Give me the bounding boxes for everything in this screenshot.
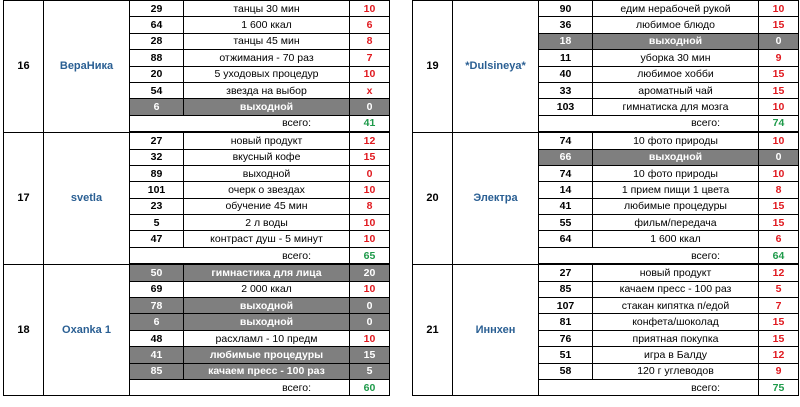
- task-name: танцы 45 мин: [184, 33, 350, 49]
- task-points: 15: [350, 347, 390, 363]
- task-name: гимнастика для лица: [184, 264, 350, 281]
- total-value: 75: [759, 379, 799, 395]
- task-name: гимнатиска для мозга: [593, 99, 759, 115]
- task-points: 10: [759, 132, 799, 149]
- participant-name: Oxanka 1: [44, 264, 130, 396]
- task-number: 20: [130, 66, 184, 82]
- total-value: 74: [759, 115, 799, 132]
- task-name: танцы 30 мин: [184, 1, 350, 17]
- total-label: всего:: [130, 379, 350, 395]
- task-name: качаем пресс - 100 раз: [593, 281, 759, 297]
- task-number: 41: [539, 198, 593, 214]
- total-label: всего:: [539, 379, 759, 395]
- task-points: 10: [350, 182, 390, 198]
- task-number: 51: [539, 347, 593, 363]
- task-number: 33: [539, 82, 593, 98]
- task-name: выходной: [184, 165, 350, 181]
- task-points: 12: [350, 132, 390, 149]
- participant-rank: 20: [413, 132, 453, 264]
- task-points: 0: [759, 149, 799, 165]
- task-name: ароматный чай: [593, 82, 759, 98]
- total-label: всего:: [130, 247, 350, 264]
- task-points: 10: [350, 231, 390, 247]
- table-row: [4, 264, 390, 281]
- task-number: 48: [130, 330, 184, 346]
- participant-rank: 18: [4, 264, 44, 396]
- task-number: 27: [130, 132, 184, 149]
- task-name: контраст душ - 5 минут: [184, 231, 350, 247]
- task-name: уборка 30 мин: [593, 50, 759, 66]
- total-label: всего:: [539, 115, 759, 132]
- task-points: 6: [350, 17, 390, 33]
- task-points: 15: [759, 314, 799, 330]
- task-points: 12: [759, 264, 799, 281]
- participant-name: svetla: [44, 132, 130, 264]
- task-name: любимые процедуры: [593, 198, 759, 214]
- task-number: 74: [539, 132, 593, 149]
- task-number: 69: [130, 281, 184, 297]
- task-name: выходной: [593, 33, 759, 49]
- task-name: 1 600 ккал: [593, 231, 759, 247]
- task-points: 10: [350, 66, 390, 82]
- task-name: выходной: [184, 314, 350, 330]
- task-number: 74: [539, 165, 593, 181]
- task-number: 54: [130, 82, 184, 98]
- total-value: 65: [350, 247, 390, 264]
- task-number: 28: [130, 33, 184, 49]
- task-name: любимое блюдо: [593, 17, 759, 33]
- task-points: 15: [759, 330, 799, 346]
- task-points: 0: [759, 33, 799, 49]
- task-number: 85: [130, 363, 184, 379]
- task-points: х: [350, 82, 390, 98]
- participant-rank: 17: [4, 132, 44, 264]
- task-number: 64: [539, 231, 593, 247]
- task-points: 9: [759, 50, 799, 66]
- task-points: 6: [759, 231, 799, 247]
- table-row: [413, 1, 799, 17]
- task-name: качаем пресс - 100 раз: [184, 363, 350, 379]
- task-points: 12: [759, 347, 799, 363]
- task-points: 10: [350, 330, 390, 346]
- task-name: любимые процедуры: [184, 347, 350, 363]
- task-number: 101: [130, 182, 184, 198]
- task-points: 5: [759, 281, 799, 297]
- task-points: 10: [759, 165, 799, 181]
- table-row: [413, 264, 799, 281]
- task-name: любимое хобби: [593, 66, 759, 82]
- table-row: [413, 132, 799, 149]
- task-name: новый продукт: [184, 132, 350, 149]
- task-points: 15: [759, 66, 799, 82]
- task-name: звезда на выбор: [184, 82, 350, 98]
- task-points: 10: [759, 1, 799, 17]
- participant-rank: 16: [4, 1, 44, 133]
- task-name: 5 уходовых процедур: [184, 66, 350, 82]
- task-name: выходной: [184, 298, 350, 314]
- task-points: 0: [350, 99, 390, 115]
- task-number: 64: [130, 17, 184, 33]
- task-points: 0: [350, 165, 390, 181]
- task-name: стакан кипятка п/едой: [593, 298, 759, 314]
- task-name: новый продукт: [593, 264, 759, 281]
- table-row: [4, 132, 390, 149]
- task-number: 23: [130, 198, 184, 214]
- task-points: 20: [350, 264, 390, 281]
- total-label: всего:: [130, 115, 350, 132]
- task-name: расхламл - 10 предм: [184, 330, 350, 346]
- task-number: 5: [130, 215, 184, 231]
- task-number: 89: [130, 165, 184, 181]
- participant-name: ВераНика: [44, 1, 130, 133]
- task-name: выходной: [184, 99, 350, 115]
- task-points: 0: [350, 298, 390, 314]
- task-number: 88: [130, 50, 184, 66]
- total-label: всего:: [539, 247, 759, 264]
- task-name: обучение 45 мин: [184, 198, 350, 214]
- task-name: игра в Балду: [593, 347, 759, 363]
- task-points: 15: [759, 82, 799, 98]
- task-number: 107: [539, 298, 593, 314]
- task-number: 6: [130, 314, 184, 330]
- task-points: 7: [759, 298, 799, 314]
- right-score-table: [412, 0, 798, 396]
- task-number: 66: [539, 149, 593, 165]
- task-number: 41: [130, 347, 184, 363]
- task-name: отжимания - 70 раз: [184, 50, 350, 66]
- task-name: фильм/передача: [593, 215, 759, 231]
- task-number: 90: [539, 1, 593, 17]
- task-number: 58: [539, 363, 593, 379]
- task-points: 8: [350, 33, 390, 49]
- participant-rank: 19: [413, 1, 453, 133]
- task-number: 29: [130, 1, 184, 17]
- task-name: 120 г углеводов: [593, 363, 759, 379]
- task-number: 18: [539, 33, 593, 49]
- task-number: 27: [539, 264, 593, 281]
- task-points: 15: [759, 198, 799, 214]
- task-name: 1 600 ккал: [184, 17, 350, 33]
- task-number: 76: [539, 330, 593, 346]
- task-name: вкусный кофе: [184, 149, 350, 165]
- task-name: выходной: [593, 149, 759, 165]
- task-number: 32: [130, 149, 184, 165]
- task-points: 15: [350, 149, 390, 165]
- table-row: [4, 1, 390, 17]
- participant-rank: 21: [413, 264, 453, 396]
- score-table-left: [3, 0, 390, 396]
- task-number: 47: [130, 231, 184, 247]
- total-value: 41: [350, 115, 390, 132]
- participant-name: Электра: [453, 132, 539, 264]
- task-name: конфета/шоколад: [593, 314, 759, 330]
- task-points: 10: [350, 1, 390, 17]
- task-name: 2 000 ккал: [184, 281, 350, 297]
- participant-name: Иннхен: [453, 264, 539, 396]
- task-points: 10: [350, 215, 390, 231]
- task-number: 36: [539, 17, 593, 33]
- task-name: 1 прием пищи 1 цвета: [593, 182, 759, 198]
- task-points: 10: [350, 281, 390, 297]
- task-number: 81: [539, 314, 593, 330]
- task-points: 5: [350, 363, 390, 379]
- task-name: едим нерабочей рукой: [593, 1, 759, 17]
- task-points: 15: [759, 215, 799, 231]
- task-points: 15: [759, 17, 799, 33]
- total-value: 64: [759, 247, 799, 264]
- task-name: очерк о звездах: [184, 182, 350, 198]
- task-number: 85: [539, 281, 593, 297]
- task-number: 78: [130, 298, 184, 314]
- task-name: 2 л воды: [184, 215, 350, 231]
- task-points: 8: [759, 182, 799, 198]
- task-number: 11: [539, 50, 593, 66]
- participant-name: *Dulsineya*: [453, 1, 539, 133]
- task-number: 50: [130, 264, 184, 281]
- score-table-right: [412, 0, 799, 396]
- task-points: 8: [350, 198, 390, 214]
- task-points: 0: [350, 314, 390, 330]
- task-number: 14: [539, 182, 593, 198]
- task-name: 10 фото природы: [593, 165, 759, 181]
- task-number: 40: [539, 66, 593, 82]
- task-points: 10: [759, 99, 799, 115]
- task-name: 10 фото природы: [593, 132, 759, 149]
- task-number: 6: [130, 99, 184, 115]
- task-number: 55: [539, 215, 593, 231]
- task-points: 9: [759, 363, 799, 379]
- task-name: приятная покупка: [593, 330, 759, 346]
- task-number: 103: [539, 99, 593, 115]
- task-points: 7: [350, 50, 390, 66]
- left-score-table: [3, 0, 389, 396]
- total-value: 60: [350, 379, 390, 395]
